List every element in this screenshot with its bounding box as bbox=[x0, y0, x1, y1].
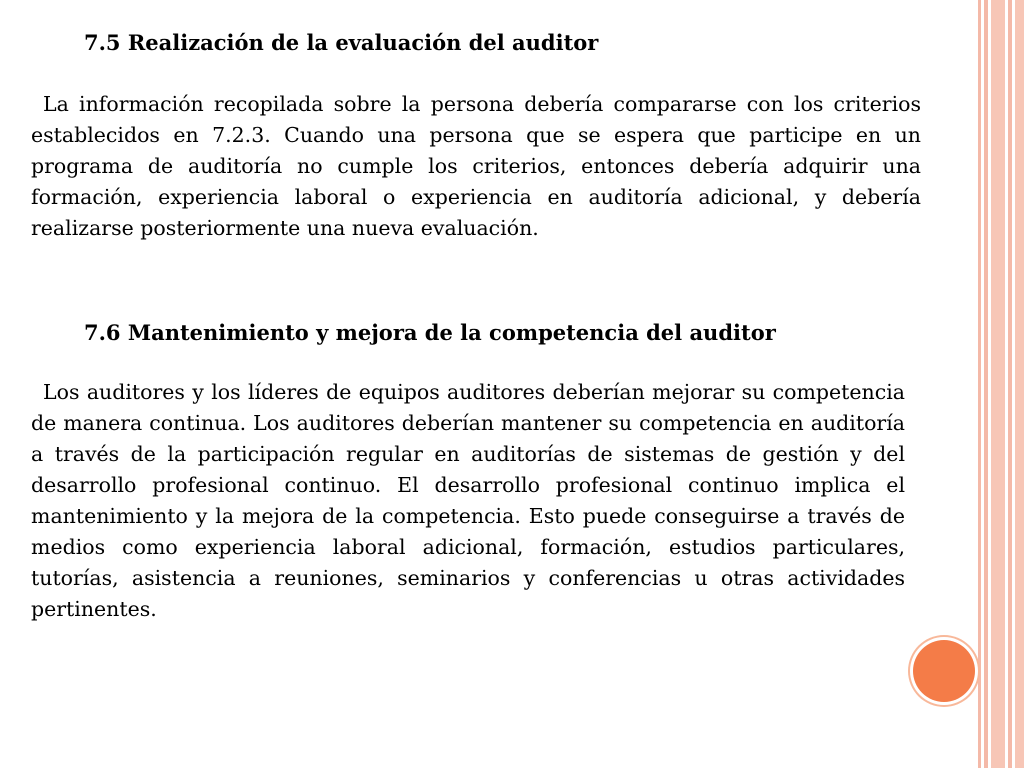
decorative-stripe bbox=[984, 0, 988, 768]
decorative-stripe bbox=[1015, 0, 1024, 768]
section-body-7-5: La información recopilada sobre la persona debería compararse con los criterios establecidos en 7.2.3. Cuando una persona que se espera que participe en un programa de auditoría no cumple los criterios, entonces debería adquirir una formación, experiencia laboral o experiencia en auditoría adicional, y debería realizarse posteriormente una nueva evaluación. bbox=[31, 92, 921, 240]
decorative-circle-icon bbox=[913, 640, 975, 702]
decorative-stripe bbox=[978, 0, 981, 768]
decorative-stripe bbox=[1008, 0, 1012, 768]
section-heading-7-5: 7.5 Realización de la evaluación del auditor bbox=[84, 30, 599, 55]
section-heading-7-6: 7.6 Mantenimiento y mejora de la competencia del auditor bbox=[84, 320, 776, 345]
decorative-stripe bbox=[991, 0, 1005, 768]
section-body-7-6: Los auditores y los líderes de equipos auditores deberían mejorar su competencia de manera continua. Los auditores deberían mantener su competencia en auditoría a través de la participación regular en auditorías de sistemas de gestión y del desarrollo profesional continuo. El desarrollo profesional continuo implica el mantenimiento y la mejora de la competencia. Esto puede conseguirse a través de medios como experiencia laboral adicional, formación, estudios particulares, tutorías, asistencia a reuniones, seminarios y conferencias u otras actividades pertinentes. bbox=[31, 380, 905, 621]
